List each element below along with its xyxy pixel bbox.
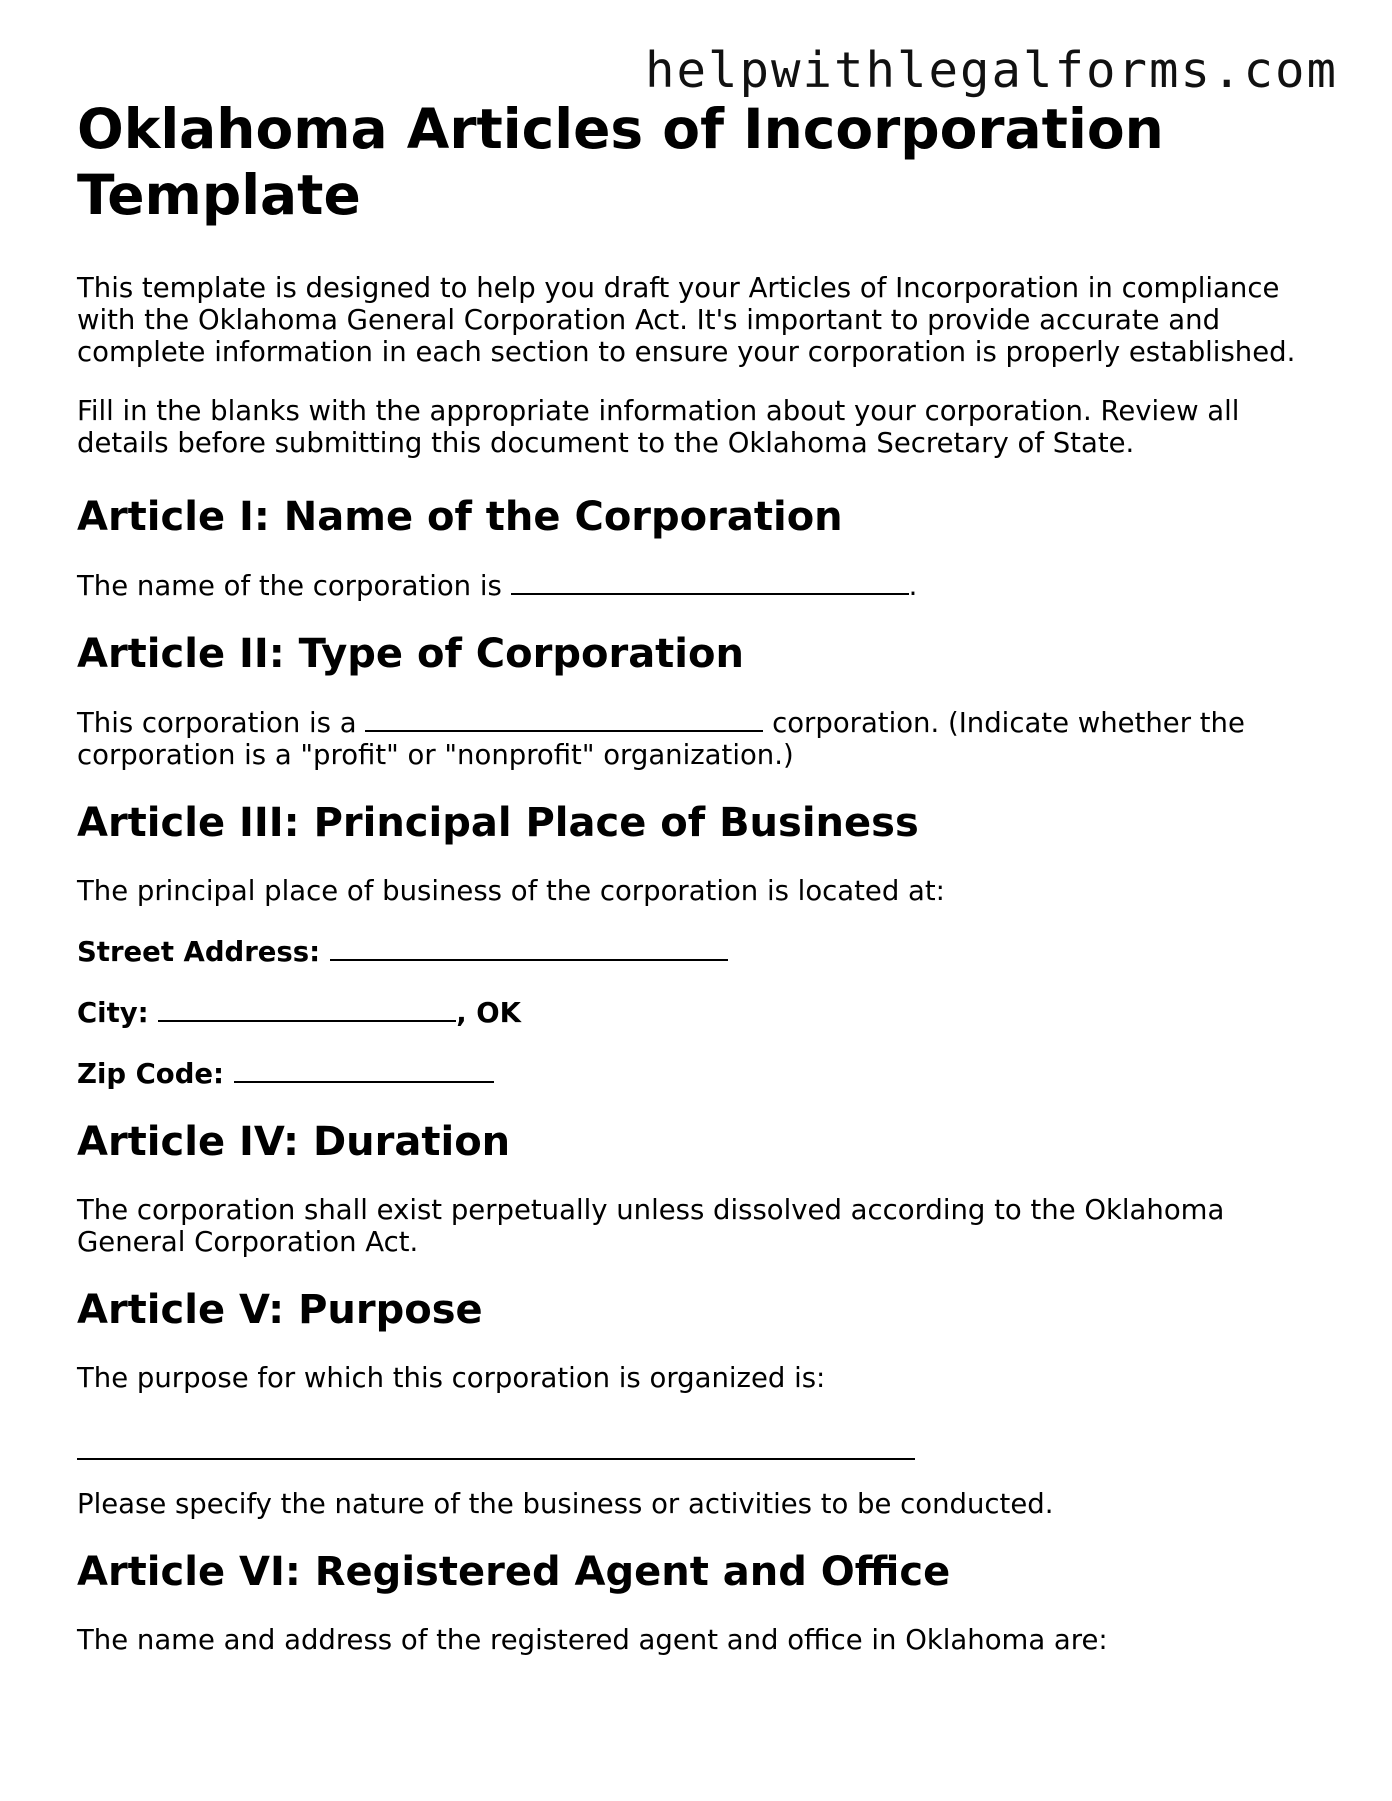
zip-code-label: Zip Code:: [77, 1058, 225, 1090]
article-2-text: [77, 706, 1327, 771]
city-blank[interactable]: [158, 996, 456, 1022]
city-state-suffix: , OK: [456, 997, 521, 1029]
article-5-text: The purpose for which this corporation is organized is:: [77, 1362, 826, 1394]
street-address-field: [77, 935, 1327, 968]
document-page: [77, 96, 1327, 1656]
article-5-heading: Article V: Purpose: [77, 1287, 483, 1333]
article-1-text: [77, 569, 1327, 602]
street-address-label: Street Address:: [77, 936, 321, 968]
city-label: City:: [77, 997, 149, 1029]
zip-code-blank[interactable]: [234, 1057, 494, 1083]
article-3-heading: Article III: Principal Place of Business: [77, 800, 919, 846]
intro-paragraph: This template is designed to help you draft your Articles of Incorporation in compliance with the Oklahoma General Corporation Act. It's important to provide accurate and complete information in each section to ensure your corporation is properly established.: [77, 272, 1296, 368]
street-address-blank[interactable]: [330, 935, 728, 961]
article-3-text: The principal place of business of the corporation is located at:: [77, 875, 945, 907]
corporation-name-blank[interactable]: [511, 569, 909, 595]
article-5-note: Please specify the nature of the business or activities to be conducted.: [77, 1488, 1054, 1520]
article-6-text: The name and address of the registered agent and office in Oklahoma are:: [77, 1624, 1108, 1656]
article-2-text-after: corporation. (Indicate whether the corporation is a "profit" or "nonprofit" organization.): [77, 707, 1245, 771]
article-1-text-before: The name of the corporation is: [77, 570, 502, 602]
article-4-text: The corporation shall exist perpetually unless dissolved according to the Oklahoma General Corporation Act.: [77, 1194, 1225, 1258]
instructions-paragraph: Fill in the blanks with the appropriate information about your corporation. Review all details before submitting this document to the Oklahoma Secretary of State.: [77, 395, 1240, 459]
article-2-heading: Article II: Type of Corporation: [77, 631, 744, 677]
zip-code-field: [77, 1057, 1327, 1090]
document-title: Oklahoma Articles of Incorporation Template: [77, 97, 1164, 227]
watermark: helpwithlegalforms.com: [644, 42, 1338, 99]
article-2-text-before: This corporation is a: [77, 707, 357, 739]
article-6-heading: Article VI: Registered Agent and Office: [77, 1549, 951, 1595]
purpose-blank[interactable]: [77, 1434, 915, 1460]
city-field: [77, 996, 1327, 1029]
article-1-text-after: .: [908, 570, 918, 602]
article-4-heading: Article IV: Duration: [77, 1119, 511, 1165]
article-1-heading: Article I: Name of the Corporation: [77, 494, 843, 540]
corporation-type-blank[interactable]: [365, 706, 763, 732]
